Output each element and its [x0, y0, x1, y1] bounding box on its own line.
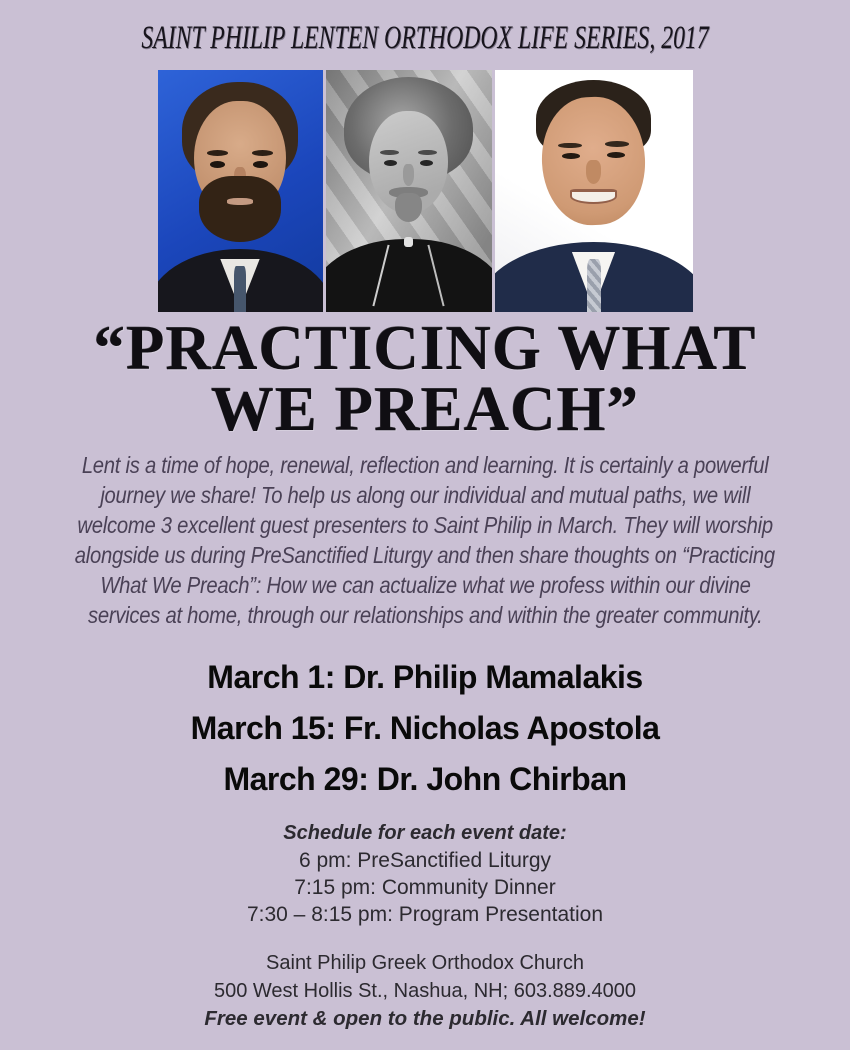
photo1-eye-left: [210, 161, 225, 168]
intro-line: [0, 600, 850, 630]
intro-line: [0, 540, 850, 570]
photo1-beard: [199, 176, 282, 241]
footer-note: Free event & open to the public. All welcome!: [204, 1007, 646, 1030]
intro-line: [0, 480, 850, 510]
event-date-line: March 1: Dr. Philip Mamalakis: [207, 659, 643, 695]
event-dates-list: [0, 652, 850, 805]
photo3-nose: [586, 160, 602, 184]
photo2-collar: [404, 237, 414, 247]
series-header-text: SAINT PHILIP LENTEN ORTHODOX LIFE SERIES, 2017: [141, 20, 709, 56]
footer-block: [0, 950, 850, 1033]
intro-line: [0, 510, 850, 540]
schedule-block: [0, 820, 850, 928]
photo1-brow-right: [252, 150, 273, 156]
intro-line-text: Lent is a time of hope, renewal, reflection and learning. It is certainly a powerful: [81, 452, 769, 478]
footer-address: 500 West Hollis St., Nashua, NH; 603.889.4000: [213, 979, 637, 1002]
main-title-line2: WE PREACH”: [210, 374, 640, 444]
intro-line-text: services at home, through our relationships and within the greater community.: [87, 602, 763, 628]
photo1-tie: [234, 266, 246, 312]
photo1-mouth: [227, 198, 253, 204]
photo2-cassock: [326, 239, 492, 312]
photo2-eye-right: [420, 160, 433, 166]
intro-line: [0, 450, 850, 480]
photo1-brow-left: [207, 150, 228, 156]
schedule-item: 7:15 pm: Community Dinner: [294, 876, 556, 899]
event-date-line: March 29: Dr. John Chirban: [223, 761, 627, 797]
schedule-item: 7:30 – 8:15 pm: Program Presentation: [246, 903, 604, 926]
intro-line-text: journey we share! To help us along our individual and mutual paths, we will: [99, 482, 751, 508]
schedule-heading: Schedule for each event date:: [283, 822, 567, 844]
schedule-item: 6 pm: PreSanctified Liturgy: [298, 849, 552, 872]
footer-church-name: Saint Philip Greek Orthodox Church: [266, 952, 584, 974]
intro-line-text: alongside us during PreSanctified Liturgy and then share thoughts on “Practicing: [74, 542, 776, 568]
photo1-eye-right: [253, 161, 268, 168]
main-title-line1: “PRACTICING WHAT: [93, 313, 757, 383]
presenter-photo-nicholas-apostola: [326, 70, 492, 312]
intro-line-text: What We Preach”: How we can actualize what we profess within our divine: [99, 572, 751, 598]
main-title: [0, 313, 850, 444]
presenter-photo-philip-mamalakis: [158, 70, 323, 312]
photo2-brow-right: [418, 150, 436, 155]
intro-paragraph: [0, 450, 850, 630]
presenter-photos-row: [0, 70, 850, 312]
photo2-eye-left: [384, 160, 397, 166]
event-date-line: March 15: Fr. Nicholas Apostola: [190, 710, 660, 746]
presenter-photo-john-chirban: [495, 70, 693, 312]
intro-line: [0, 570, 850, 600]
series-header: [0, 20, 850, 56]
photo3-tie: [587, 259, 602, 312]
photo2-brow-left: [380, 150, 398, 155]
intro-line-text: welcome 3 excellent guest presenters to Saint Philip in March. They will worship: [77, 512, 773, 538]
